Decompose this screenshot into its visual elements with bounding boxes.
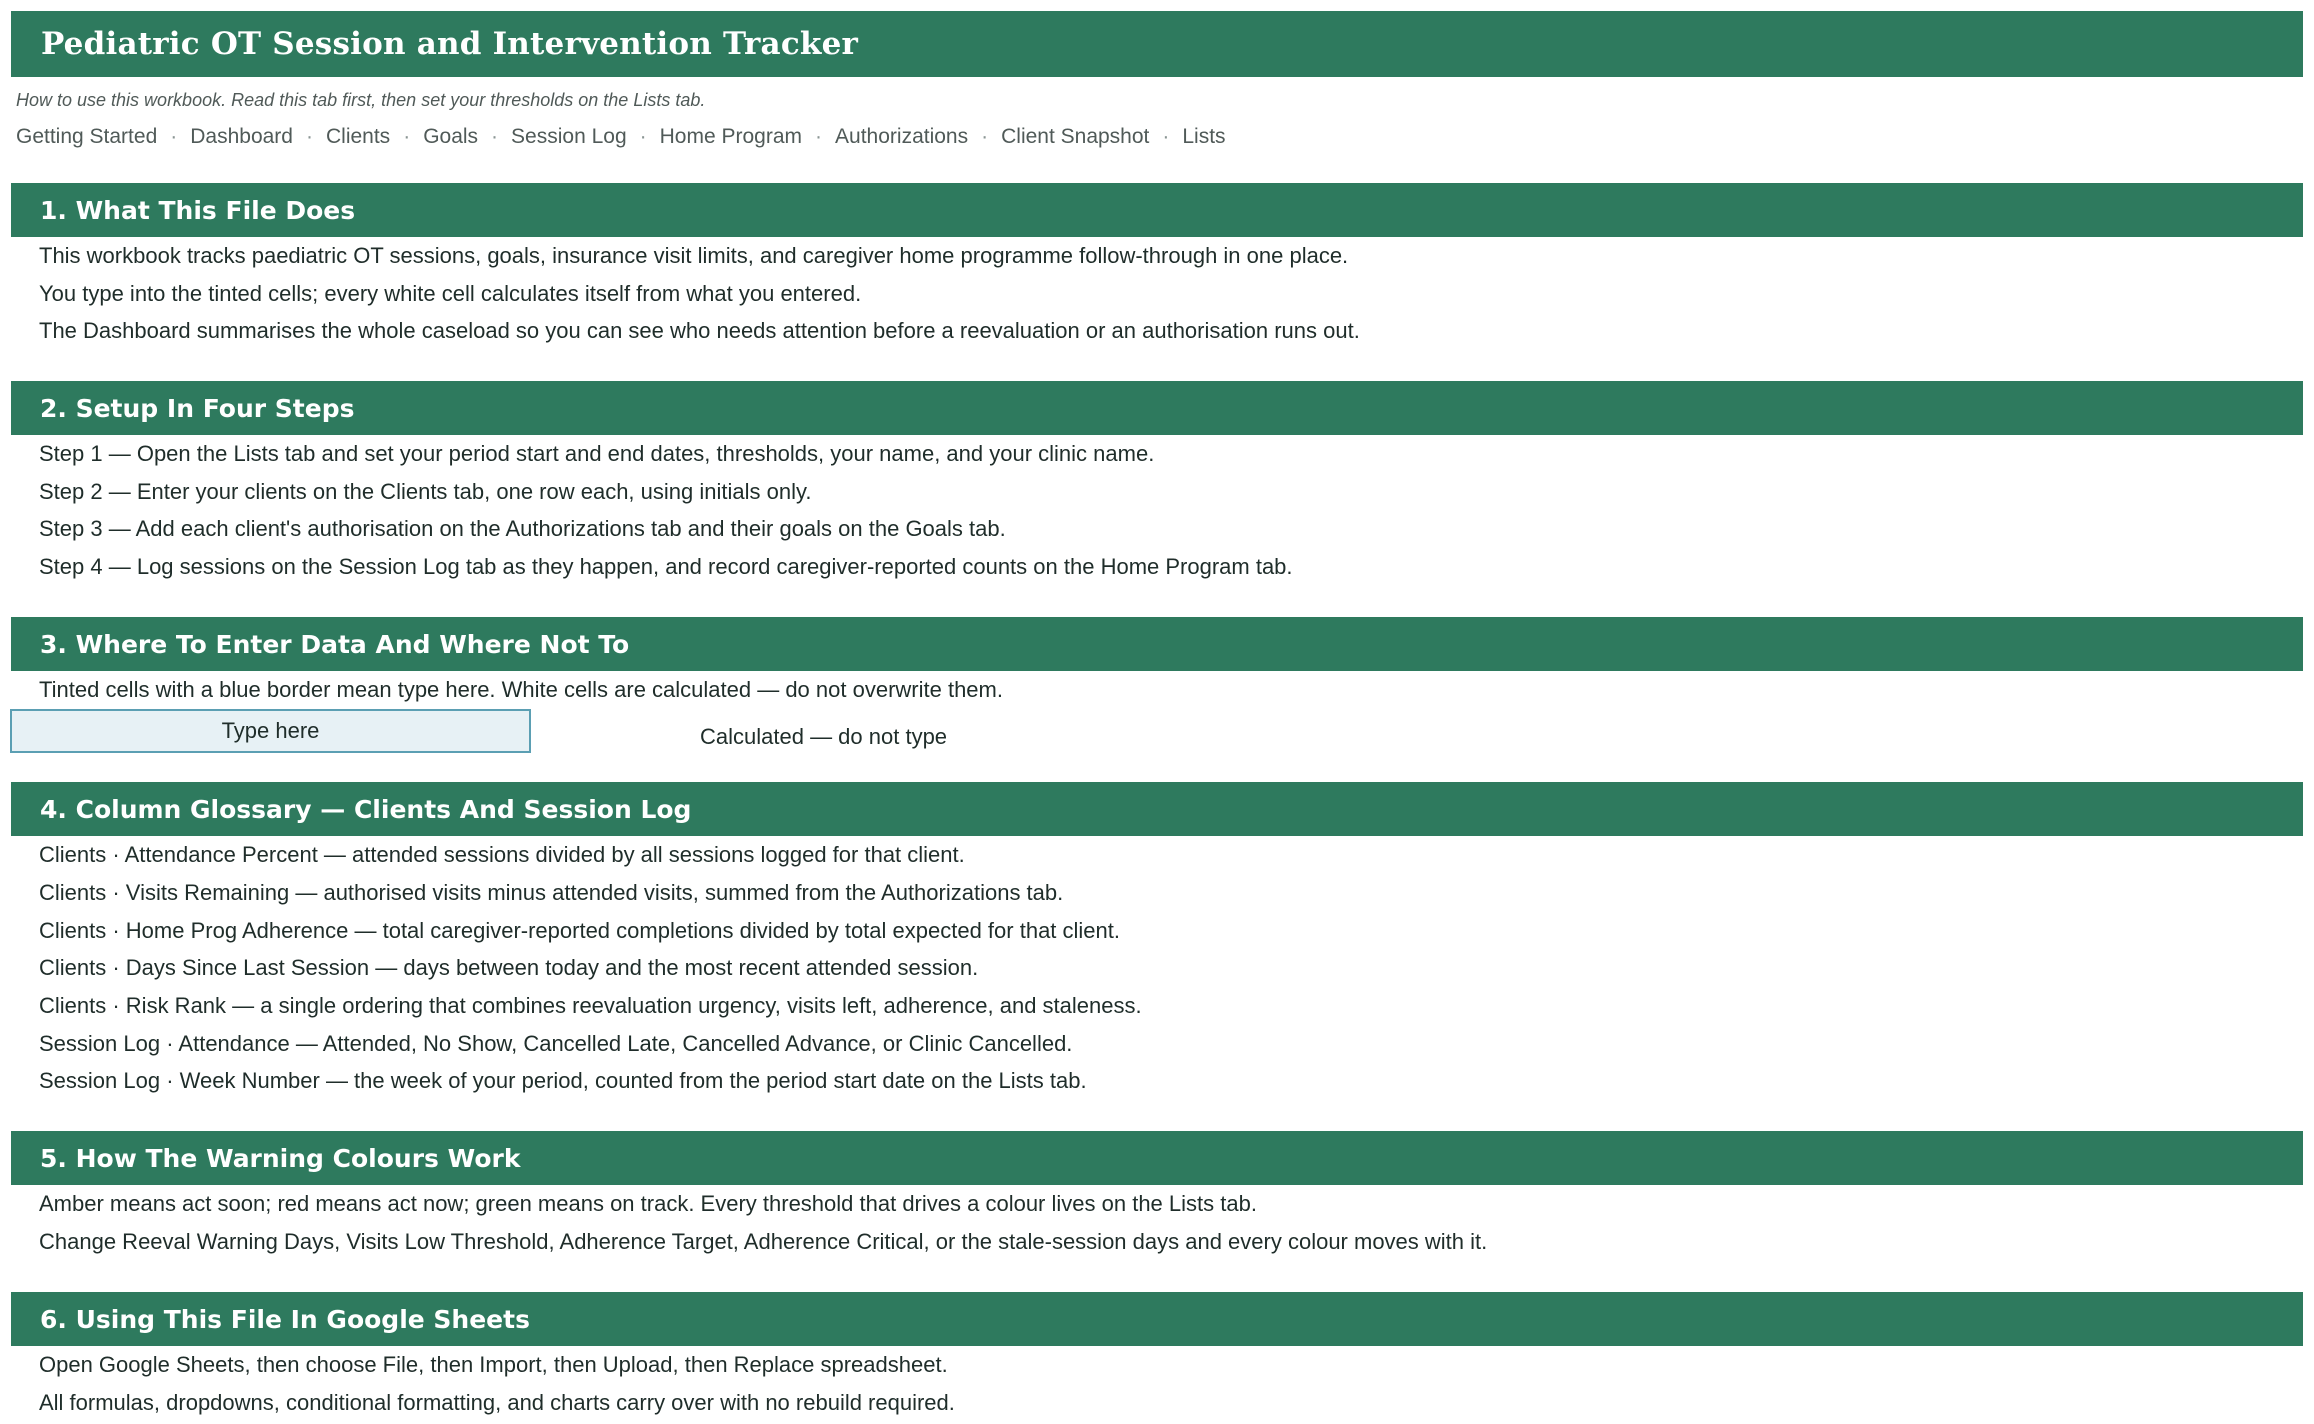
nav-clients[interactable]: Clients	[325, 125, 391, 148]
nav-separator: ·	[403, 125, 411, 148]
section-line: Step 3 — Add each client's authorisation on the Authorizations tab and their goals on the Goals tab.	[39, 516, 1006, 541]
section-line: Session Log · Attendance — Attended, No Show, Cancelled Late, Cancelled Advance, or Clinic Cancelled.	[39, 1031, 1073, 1056]
nav-home-program[interactable]: Home Program	[659, 125, 803, 148]
section-line: Clients · Visits Remaining — authorised visits minus attended visits, summed from the Authorizations tab.	[39, 880, 1064, 905]
section-line: Step 1 — Open the Lists tab and set your period start and end dates, thresholds, your name, and your clinic name.	[39, 441, 1155, 466]
section-line: Clients · Days Since Last Session — days between today and the most recent attended session.	[39, 955, 979, 980]
nav-separator: ·	[170, 125, 178, 148]
section-line: The Dashboard summarises the whole caseload so you can see who needs attention before a reevaluation or an authorisation runs out.	[39, 318, 1360, 343]
section-line: Session Log · Week Number — the week of your period, counted from the period start date on the Lists tab.	[39, 1068, 1087, 1093]
section-line: You type into the tinted cells; every white cell calculates itself from what you entered.	[39, 281, 862, 306]
nav-lists[interactable]: Lists	[1182, 125, 1226, 148]
section-header-warning-colours	[11, 1131, 2303, 1185]
section-line: All formulas, dropdowns, conditional formatting, and charts carry over with no rebuild required.	[39, 1390, 955, 1415]
section-heading: 1. What This File Does	[40, 195, 356, 225]
nav-separator: ·	[491, 125, 499, 148]
section-line: Open Google Sheets, then choose File, then Import, then Upload, then Replace spreadsheet.	[39, 1352, 948, 1377]
nav-separator: ·	[815, 125, 823, 148]
section-header-what-this-file-does	[11, 183, 2303, 237]
section-heading: 3. Where To Enter Data And Where Not To	[40, 629, 630, 659]
section-heading: 2. Setup In Four Steps	[40, 393, 355, 423]
page-title: Pediatric OT Session and Intervention Tracker	[41, 26, 859, 62]
page-subtitle: How to use this workbook. Read this tab first, then set your thresholds on the Lists tab.	[16, 90, 706, 110]
section-header-where-to-enter-data	[11, 617, 2303, 671]
nav-separator: ·	[981, 125, 989, 148]
section-heading: 4. Column Glossary — Clients And Session Log	[40, 794, 692, 824]
section-line: Tinted cells with a blue border mean type here. White cells are calculated — do not overwrite them.	[39, 677, 1003, 702]
nav-separator: ·	[305, 125, 313, 148]
section-line: This workbook tracks paediatric OT sessions, goals, insurance visit limits, and caregiver home programme follow-through in one place.	[39, 243, 1349, 268]
nav-separator: ·	[1162, 125, 1170, 148]
nav-getting-started[interactable]: Getting Started	[16, 125, 158, 148]
nav-authorizations[interactable]: Authorizations	[835, 125, 969, 148]
nav-client-snapshot[interactable]: Client Snapshot	[1001, 125, 1150, 148]
section-heading: 5. How The Warning Colours Work	[40, 1143, 521, 1173]
nav-goals[interactable]: Goals	[423, 125, 479, 148]
section-header-setup-steps	[11, 381, 2303, 435]
section-header-google-sheets	[11, 1292, 2303, 1346]
section-line: Step 2 — Enter your clients on the Clients tab, one row each, using initials only.	[39, 479, 812, 504]
nav-dashboard[interactable]: Dashboard	[190, 125, 293, 148]
nav-session-log[interactable]: Session Log	[511, 125, 627, 148]
sheet-navigation	[16, 125, 1226, 149]
section-line: Clients · Attendance Percent — attended sessions divided by all sessions logged for that client.	[39, 842, 965, 867]
sample-calculated-cell: Calculated — do not type	[700, 724, 948, 749]
section-line: Clients · Risk Rank — a single ordering that combines reevaluation urgency, visits left, adherence, and staleness.	[39, 993, 1142, 1018]
section-line: Step 4 — Log sessions on the Session Log tab as they happen, and record caregiver-reported counts on the Home Program tab.	[39, 554, 1293, 579]
title-bar	[11, 11, 2303, 77]
sample-input-cell[interactable]: Type here	[10, 709, 531, 753]
section-line: Amber means act soon; red means act now; green means on track. Every threshold that drives a colour lives on the Lists tab.	[39, 1191, 1257, 1216]
nav-separator: ·	[639, 125, 647, 148]
section-line: Change Reeval Warning Days, Visits Low Threshold, Adherence Target, Adherence Critical, or the stale-session days and every colour moves with it.	[39, 1229, 1488, 1254]
section-header-column-glossary	[11, 782, 2303, 836]
section-line: Clients · Home Prog Adherence — total caregiver-reported completions divided by total expected for that client.	[39, 918, 1120, 943]
section-heading: 6. Using This File In Google Sheets	[40, 1304, 530, 1334]
